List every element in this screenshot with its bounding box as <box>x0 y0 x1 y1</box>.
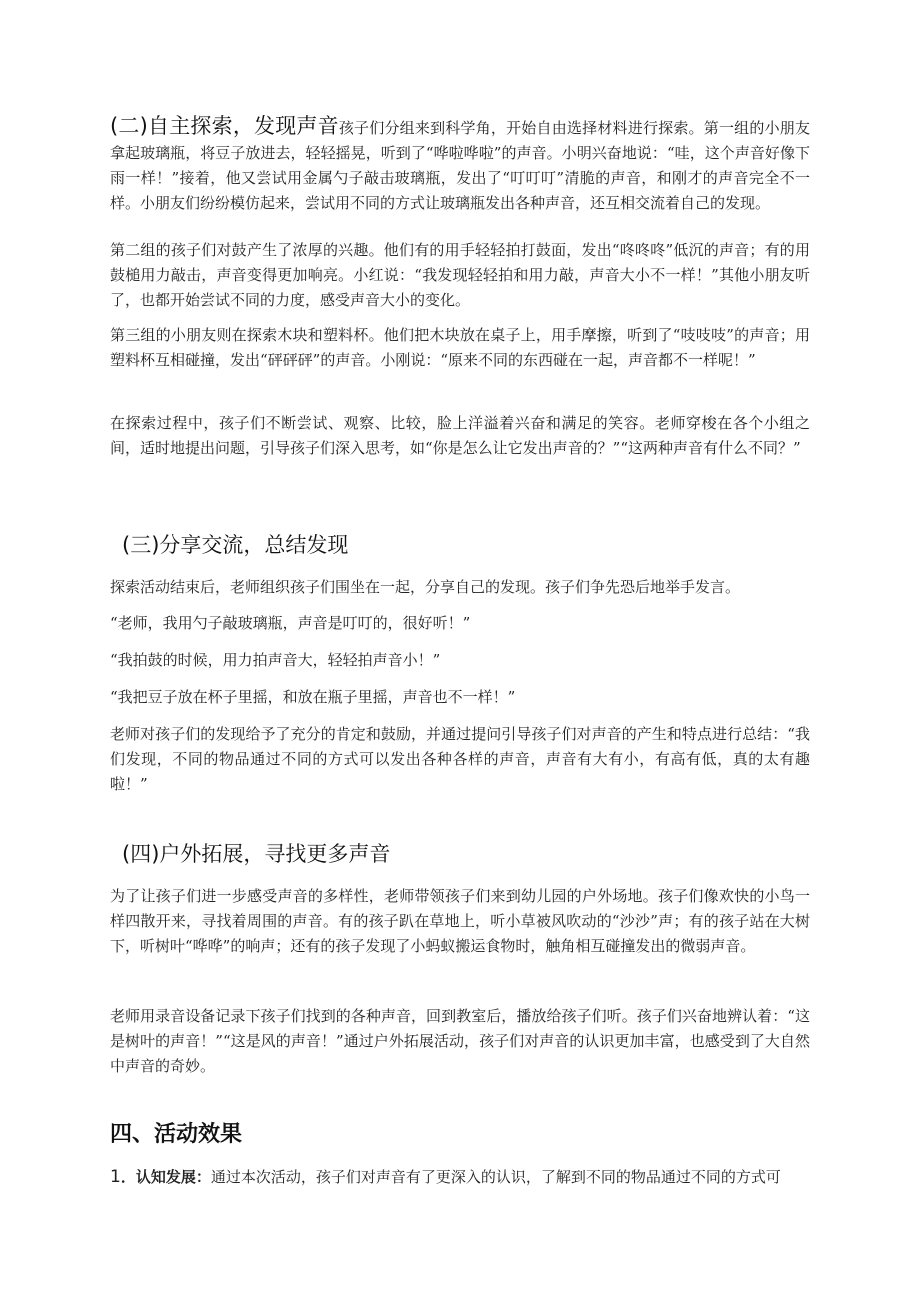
activity-effects-heading: 四、活动效果 <box>110 1122 243 1147</box>
section2-p1-text: 孩子们分组来到科学角，开始自由选择材料进行探索。第一组的小朋友拿起玻璃瓶，将豆子放进去，轻轻摇晃，听到了“哗啦哗啦”的声音。小明兴奋地说：“哇，这个声音好像下雨一样！”接着，他又尝试用金属勺子敲击玻璃瓶，发出了“叮叮叮”清脆的声音，和刚才的声音完全不一样。小朋友们纷纷模仿起来，尝试用不同的方式让玻璃瓶发出各种声音，还互相交流着自己的发现。 <box>110 119 810 212</box>
section2-paragraph-2: 第二组的孩子们对鼓产生了浓厚的兴趣。他们有的用手轻轻拍打鼓面，发出“咚咚咚”低沉的声音；有的用鼓槌用力敲击，声音变得更加响亮。小红说：“我发现轻轻拍和用力敲，声音大小不一样！”其他小朋友听了，也都开始尝试不同的力度，感受声音大小的变化。 <box>110 241 810 309</box>
section2-paragraph-1 <box>110 114 810 216</box>
effects-item-1-title: ．认知发展： <box>120 1168 211 1186</box>
section2-heading: (二)自主探索，发现声音 <box>110 114 339 138</box>
section2-paragraph-4: 在探索过程中，孩子们不断尝试、观察、比较，脸上洋溢着兴奋和满足的笑容。老师穿梭在各个小组之间，适时地提出问题，引导孩子们深入思考，如“你是怎么让它发出声音的？”“这两种声音有什么不同？” <box>110 414 810 457</box>
effects-item-1-text: 通过本次活动，孩子们对声音有了更深入的认识，了解到不同的物品通过不同的方式可 <box>210 1168 781 1186</box>
effects-item-1 <box>110 1165 810 1190</box>
section3-paragraph-2: 老师对孩子们的发现给予了充分的肯定和鼓励，并通过提问引导孩子们对声音的产生和特点进行总结：“我们发现，不同的物品通过不同的方式可以发出各种各样的声音，声音有大有小，有高有低，真的太有趣啦！” <box>110 725 810 793</box>
section3-heading: (三)分享交流，总结发现 <box>122 533 349 557</box>
section4-paragraph-2: 老师用录音设备记录下孩子们找到的各种声音，回到教室后，播放给孩子们听。孩子们兴奋地辨认着：“这是树叶的声音！”“这是风的声音！”通过户外拓展活动，孩子们对声音的认识更加丰富，也感受到了大自然中声音的奇妙。 <box>110 1007 810 1075</box>
section2-paragraph-3: 第三组的小朋友则在探索木块和塑料杯。他们把木块放在桌子上，用手摩擦，听到了“吱吱吱”的声音；用塑料杯互相碰撞，发出“砰砰砰”的声音。小刚说：“原来不同的东西碰在一起，声音都不一样呢！” <box>110 326 810 369</box>
section3-quote-3: “我把豆子放在杯子里摇，和放在瓶子里摇，声音也不一样！” <box>110 688 516 706</box>
section4-heading: (四)户外拓展，寻找更多声音 <box>122 842 391 866</box>
section4-paragraph-1: 为了让孩子们进一步感受声音的多样性，老师带领孩子们来到幼儿园的户外场地。孩子们像欢快的小鸟一样四散开来，寻找着周围的声音。有的孩子趴在草地上，听小草被风吹动的“沙沙”声；有的孩子站在大树下，听树叶“哗哗”的响声；还有的孩子发现了小蚂蚁搬运食物时，触角相互碰撞发出的微弱声音。 <box>110 887 810 955</box>
section3-quote-2: “我拍鼓的时候，用力拍声音大，轻轻拍声音小！” <box>110 651 441 669</box>
section3-paragraph-1: 探索活动结束后，老师组织孩子们围坐在一起，分享自己的发现。孩子们争先恐后地举手发言。 <box>110 578 741 596</box>
section3-quote-1: “老师，我用勺子敲玻璃瓶，声音是叮叮的，很好听！” <box>110 614 471 632</box>
effects-item-1-number: 1 <box>110 1167 121 1187</box>
